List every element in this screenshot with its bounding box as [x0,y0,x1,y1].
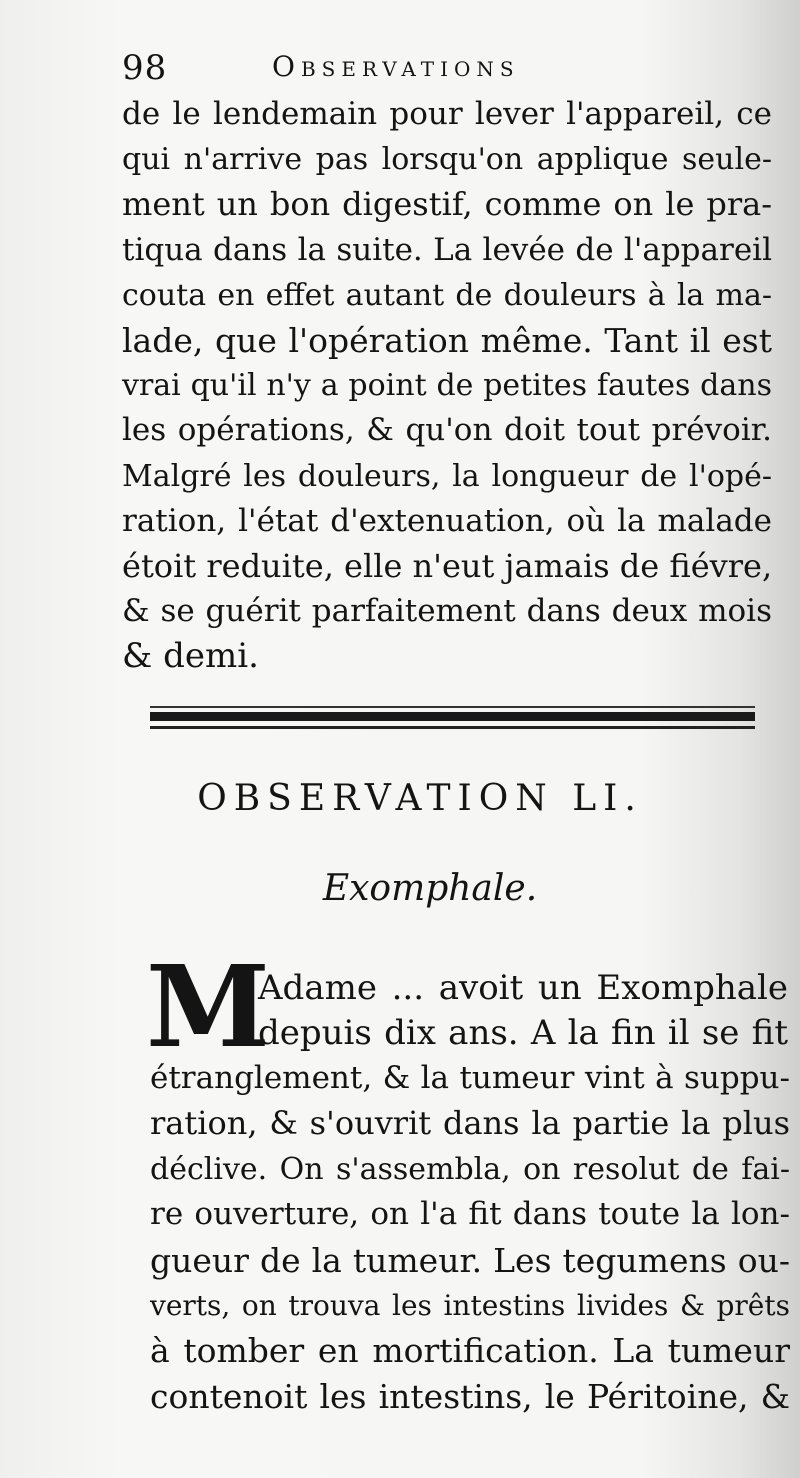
text-line: & demi. [122,636,259,677]
text-line: qui n'arrive pas lorsqu'on applique seule- [122,142,772,178]
observation-opening-lines [258,966,788,1057]
text-line: tiqua dans la suite. La levée de l'appareil [122,231,772,268]
rule-thick-line [150,712,755,721]
rule-thin-line [150,726,755,729]
drop-cap: M [146,942,270,1073]
text-line: vrai qu'il n'y a point de petites fautes dans [122,368,772,404]
rule-thin-line [150,706,755,708]
text-line: contenoit les intestins, le Péritoine, & [150,1376,790,1416]
text-line: étoit reduite, elle n'eut jamais de fiévre, [122,546,773,585]
text-line: & se guérit parfaitement dans deux mois [122,593,772,630]
text-line: ment un bon digestif, comme on le pra- [122,185,772,224]
text-line: re ouverture, on l'a fit dans toute la lon- [150,1196,790,1233]
observation-body [150,1056,790,1419]
text-line: ration, & s'ouvrit dans la partie la plus [150,1104,790,1143]
text-line: les opérations, & qu'on doit tout prévoir. [122,412,772,449]
text-line: verts, on trouva les intestins livides & prêts [150,1288,790,1322]
page-number: 98 [122,48,168,88]
running-title: Observations [272,50,520,83]
text-line: gueur de la tumeur. Les tegumens ou- [150,1240,790,1280]
text-line: de le lendemain pour lever l'appareil, ce [122,96,772,132]
text-line: couta en effet autant de douleurs à la ma- [122,277,772,313]
text-line: à tomber en mortification. La tumeur [150,1331,790,1371]
observation-heading: OBSERVATION LI. [197,778,643,819]
text-line: Malgré les douleurs, la longueur de l'opé- [122,458,772,494]
text-line: étranglement, & la tumeur vint à suppu- [150,1060,790,1096]
text-line: déclive. On s'assembla, on resolut de fai- [150,1151,790,1187]
text-line: lade, que l'opération même. Tant il est [122,320,772,360]
section-divider-rule [150,704,755,734]
text-line: ration, l'état d'extenuation, où la malade [122,502,772,539]
text-line: Adame ... avoit un Exomphale [258,968,788,1008]
running-head [122,48,742,94]
text-line: depuis dix ans. A la fin il se fit [258,1013,788,1054]
continuation-paragraph [122,92,772,679]
observation-subtitle: Exomphale. [322,868,538,909]
